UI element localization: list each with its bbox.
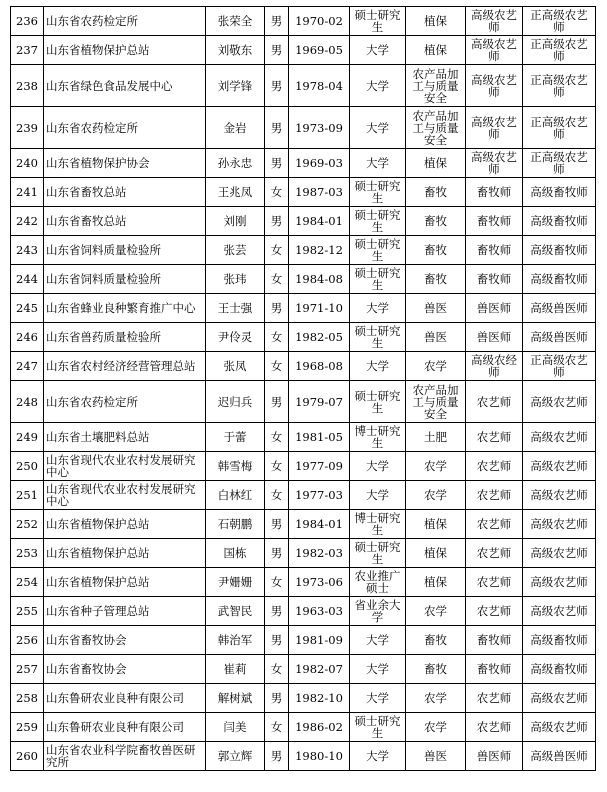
table-row — [11, 539, 596, 568]
approved-title-cell: 高级畜牧师 — [523, 626, 596, 655]
major-cell: 农学 — [406, 452, 466, 481]
major-cell: 农产品加工与质量安全 — [406, 65, 466, 107]
person-name-cell: 刘敬东 — [206, 36, 265, 65]
birth-date-cell: 1971-10 — [289, 294, 350, 323]
education-cell: 省业余大学 — [350, 597, 406, 626]
person-name-cell: 刘学锋 — [206, 65, 265, 107]
education-cell: 博士研究生 — [350, 423, 406, 452]
organization-cell: 山东省饲料质量检验所 — [44, 265, 206, 294]
table-row — [11, 626, 596, 655]
person-name-cell: 迟归兵 — [206, 381, 265, 423]
organization-cell: 山东省种子管理总站 — [44, 597, 206, 626]
person-name-cell: 白林红 — [206, 481, 265, 510]
person-name-cell: 石朝鹏 — [206, 510, 265, 539]
gender-cell: 男 — [265, 510, 289, 539]
current-title-cell: 农艺师 — [466, 539, 523, 568]
table-row — [11, 323, 596, 352]
gender-cell: 男 — [265, 36, 289, 65]
gender-cell: 男 — [265, 626, 289, 655]
approved-title-cell: 高级农艺师 — [523, 381, 596, 423]
education-cell: 大学 — [350, 655, 406, 684]
row-number-cell: 251 — [11, 481, 44, 510]
person-name-cell: 郭立辉 — [206, 742, 265, 771]
row-number-cell: 246 — [11, 323, 44, 352]
person-name-cell: 刘刚 — [206, 207, 265, 236]
birth-date-cell: 1982-05 — [289, 323, 350, 352]
education-cell: 大学 — [350, 481, 406, 510]
row-number-cell: 254 — [11, 568, 44, 597]
gender-cell: 男 — [265, 294, 289, 323]
approved-title-cell: 正高级农艺师 — [523, 107, 596, 149]
approved-title-cell: 正高级农艺师 — [523, 352, 596, 381]
current-title-cell: 农艺师 — [466, 510, 523, 539]
education-cell: 大学 — [350, 352, 406, 381]
organization-cell: 山东省植物保护总站 — [44, 36, 206, 65]
person-name-cell: 孙永忠 — [206, 149, 265, 178]
table-row — [11, 481, 596, 510]
table-body — [11, 7, 596, 771]
current-title-cell: 高级农经师 — [466, 352, 523, 381]
birth-date-cell: 1984-01 — [289, 510, 350, 539]
person-name-cell: 王士强 — [206, 294, 265, 323]
row-number-cell: 260 — [11, 742, 44, 771]
major-cell: 畜牧 — [406, 265, 466, 294]
organization-cell: 山东省绿色食品发展中心 — [44, 65, 206, 107]
approved-title-cell: 高级畜牧师 — [523, 236, 596, 265]
gender-cell: 男 — [265, 742, 289, 771]
table-row — [11, 597, 596, 626]
row-number-cell: 255 — [11, 597, 44, 626]
gender-cell: 女 — [265, 423, 289, 452]
approved-title-cell: 正高级农艺师 — [523, 7, 596, 36]
major-cell: 畜牧 — [406, 655, 466, 684]
table-row — [11, 207, 596, 236]
birth-date-cell: 1982-07 — [289, 655, 350, 684]
person-name-cell: 张芸 — [206, 236, 265, 265]
gender-cell: 男 — [265, 539, 289, 568]
approved-title-cell: 高级畜牧师 — [523, 207, 596, 236]
approved-title-cell: 正高级农艺师 — [523, 36, 596, 65]
personnel-table — [10, 6, 596, 771]
education-cell: 大学 — [350, 626, 406, 655]
current-title-cell: 农艺师 — [466, 713, 523, 742]
education-cell: 大学 — [350, 36, 406, 65]
birth-date-cell: 1984-08 — [289, 265, 350, 294]
gender-cell: 女 — [265, 323, 289, 352]
education-cell: 大学 — [350, 684, 406, 713]
gender-cell: 女 — [265, 352, 289, 381]
current-title-cell: 畜牧师 — [466, 655, 523, 684]
table-row — [11, 423, 596, 452]
table-row — [11, 655, 596, 684]
current-title-cell: 畜牧师 — [466, 626, 523, 655]
current-title-cell: 畜牧师 — [466, 178, 523, 207]
gender-cell: 男 — [265, 597, 289, 626]
birth-date-cell: 1982-12 — [289, 236, 350, 265]
person-name-cell: 韩治军 — [206, 626, 265, 655]
person-name-cell: 国栋 — [206, 539, 265, 568]
gender-cell: 男 — [265, 207, 289, 236]
person-name-cell: 金岩 — [206, 107, 265, 149]
major-cell: 植保 — [406, 539, 466, 568]
gender-cell: 男 — [265, 7, 289, 36]
approved-title-cell: 高级农艺师 — [523, 423, 596, 452]
organization-cell: 山东省农业科学院畜牧兽医研究所 — [44, 742, 206, 771]
organization-cell: 山东省植物保护总站 — [44, 510, 206, 539]
education-cell: 博士研究生 — [350, 510, 406, 539]
education-cell: 硕士研究生 — [350, 539, 406, 568]
row-number-cell: 244 — [11, 265, 44, 294]
organization-cell: 山东省畜牧协会 — [44, 626, 206, 655]
major-cell: 农学 — [406, 352, 466, 381]
approved-title-cell: 高级畜牧师 — [523, 655, 596, 684]
table-row — [11, 7, 596, 36]
birth-date-cell: 1981-09 — [289, 626, 350, 655]
gender-cell: 女 — [265, 481, 289, 510]
table-row — [11, 178, 596, 207]
education-cell: 大学 — [350, 294, 406, 323]
major-cell: 植保 — [406, 510, 466, 539]
gender-cell: 女 — [265, 236, 289, 265]
row-number-cell: 248 — [11, 381, 44, 423]
approved-title-cell: 高级农艺师 — [523, 713, 596, 742]
current-title-cell: 兽医师 — [466, 294, 523, 323]
major-cell: 兽医 — [406, 742, 466, 771]
organization-cell: 山东省畜牧总站 — [44, 207, 206, 236]
person-name-cell: 闫美 — [206, 713, 265, 742]
person-name-cell: 武智民 — [206, 597, 265, 626]
row-number-cell: 239 — [11, 107, 44, 149]
row-number-cell: 237 — [11, 36, 44, 65]
organization-cell: 山东省农村经济经营管理总站 — [44, 352, 206, 381]
major-cell: 兽医 — [406, 323, 466, 352]
current-title-cell: 畜牧师 — [466, 236, 523, 265]
person-name-cell: 于蕾 — [206, 423, 265, 452]
education-cell: 大学 — [350, 452, 406, 481]
birth-date-cell: 1977-03 — [289, 481, 350, 510]
approved-title-cell: 高级农艺师 — [523, 452, 596, 481]
birth-date-cell: 1980-10 — [289, 742, 350, 771]
major-cell: 农产品加工与质量安全 — [406, 107, 466, 149]
education-cell: 硕士研究生 — [350, 178, 406, 207]
major-cell: 兽医 — [406, 294, 466, 323]
table-row — [11, 713, 596, 742]
major-cell: 畜牧 — [406, 207, 466, 236]
table-row — [11, 742, 596, 771]
gender-cell: 男 — [265, 149, 289, 178]
gender-cell: 女 — [265, 713, 289, 742]
table-row — [11, 65, 596, 107]
table-row — [11, 352, 596, 381]
approved-title-cell: 高级畜牧师 — [523, 178, 596, 207]
major-cell: 农学 — [406, 713, 466, 742]
birth-date-cell: 1970-02 — [289, 7, 350, 36]
birth-date-cell: 1986-02 — [289, 713, 350, 742]
birth-date-cell: 1977-09 — [289, 452, 350, 481]
approved-title-cell: 高级兽医师 — [523, 294, 596, 323]
organization-cell: 山东省现代农业农村发展研究中心 — [44, 481, 206, 510]
organization-cell: 山东省农药检定所 — [44, 107, 206, 149]
birth-date-cell: 1979-07 — [289, 381, 350, 423]
person-name-cell: 张凤 — [206, 352, 265, 381]
row-number-cell: 256 — [11, 626, 44, 655]
table-row — [11, 265, 596, 294]
approved-title-cell: 高级兽医师 — [523, 323, 596, 352]
gender-cell: 女 — [265, 655, 289, 684]
current-title-cell: 农艺师 — [466, 423, 523, 452]
current-title-cell: 高级农艺师 — [466, 149, 523, 178]
organization-cell: 山东省农药检定所 — [44, 381, 206, 423]
row-number-cell: 242 — [11, 207, 44, 236]
education-cell: 大学 — [350, 107, 406, 149]
organization-cell: 山东鲁研农业良种有限公司 — [44, 713, 206, 742]
birth-date-cell: 1973-09 — [289, 107, 350, 149]
row-number-cell: 250 — [11, 452, 44, 481]
table-row — [11, 568, 596, 597]
education-cell: 大学 — [350, 149, 406, 178]
current-title-cell: 农艺师 — [466, 684, 523, 713]
birth-date-cell: 1963-03 — [289, 597, 350, 626]
person-name-cell: 张荣全 — [206, 7, 265, 36]
education-cell: 硕士研究生 — [350, 7, 406, 36]
birth-date-cell: 1969-03 — [289, 149, 350, 178]
table-row — [11, 294, 596, 323]
approved-title-cell: 高级农艺师 — [523, 539, 596, 568]
major-cell: 植保 — [406, 7, 466, 36]
education-cell: 大学 — [350, 65, 406, 107]
row-number-cell: 249 — [11, 423, 44, 452]
current-title-cell: 兽医师 — [466, 323, 523, 352]
person-name-cell: 尹伶灵 — [206, 323, 265, 352]
gender-cell: 男 — [265, 381, 289, 423]
organization-cell: 山东省农药检定所 — [44, 7, 206, 36]
gender-cell: 女 — [265, 452, 289, 481]
current-title-cell: 高级农艺师 — [466, 7, 523, 36]
row-number-cell: 259 — [11, 713, 44, 742]
education-cell: 硕士研究生 — [350, 713, 406, 742]
row-number-cell: 258 — [11, 684, 44, 713]
major-cell: 农学 — [406, 597, 466, 626]
organization-cell: 山东省植物保护总站 — [44, 539, 206, 568]
approved-title-cell: 高级农艺师 — [523, 481, 596, 510]
major-cell: 土肥 — [406, 423, 466, 452]
row-number-cell: 257 — [11, 655, 44, 684]
table-row — [11, 149, 596, 178]
organization-cell: 山东省兽药质量检验所 — [44, 323, 206, 352]
current-title-cell: 畜牧师 — [466, 265, 523, 294]
major-cell: 农产品加工与质量安全 — [406, 381, 466, 423]
organization-cell: 山东省饲料质量检验所 — [44, 236, 206, 265]
education-cell: 硕士研究生 — [350, 236, 406, 265]
table-row — [11, 510, 596, 539]
current-title-cell: 兽医师 — [466, 742, 523, 771]
person-name-cell: 崔莉 — [206, 655, 265, 684]
major-cell: 农学 — [406, 684, 466, 713]
row-number-cell: 236 — [11, 7, 44, 36]
row-number-cell: 240 — [11, 149, 44, 178]
table-row — [11, 36, 596, 65]
approved-title-cell: 高级农艺师 — [523, 568, 596, 597]
table-row — [11, 684, 596, 713]
table-row — [11, 107, 596, 149]
major-cell: 植保 — [406, 568, 466, 597]
row-number-cell: 241 — [11, 178, 44, 207]
major-cell: 农学 — [406, 481, 466, 510]
table-row — [11, 236, 596, 265]
approved-title-cell: 高级农艺师 — [523, 510, 596, 539]
gender-cell: 男 — [265, 65, 289, 107]
approved-title-cell: 正高级农艺师 — [523, 65, 596, 107]
birth-date-cell: 1981-05 — [289, 423, 350, 452]
birth-date-cell: 1969-05 — [289, 36, 350, 65]
row-number-cell: 253 — [11, 539, 44, 568]
person-name-cell: 尹姗姗 — [206, 568, 265, 597]
organization-cell: 山东省现代农业农村发展研究中心 — [44, 452, 206, 481]
organization-cell: 山东省植物保护总站 — [44, 568, 206, 597]
education-cell: 硕士研究生 — [350, 323, 406, 352]
current-title-cell: 高级农艺师 — [466, 65, 523, 107]
gender-cell: 女 — [265, 265, 289, 294]
major-cell: 植保 — [406, 36, 466, 65]
row-number-cell: 243 — [11, 236, 44, 265]
approved-title-cell: 正高级农艺师 — [523, 149, 596, 178]
gender-cell: 女 — [265, 178, 289, 207]
approved-title-cell: 高级农艺师 — [523, 684, 596, 713]
organization-cell: 山东省植物保护协会 — [44, 149, 206, 178]
person-name-cell: 张玮 — [206, 265, 265, 294]
education-cell: 农业推广硕士 — [350, 568, 406, 597]
current-title-cell: 高级农艺师 — [466, 36, 523, 65]
organization-cell: 山东省蜂业良种繁育推广中心 — [44, 294, 206, 323]
major-cell: 畜牧 — [406, 626, 466, 655]
approved-title-cell: 高级农艺师 — [523, 597, 596, 626]
table-row — [11, 452, 596, 481]
row-number-cell: 238 — [11, 65, 44, 107]
row-number-cell: 245 — [11, 294, 44, 323]
approved-title-cell: 高级畜牧师 — [523, 265, 596, 294]
major-cell: 畜牧 — [406, 178, 466, 207]
gender-cell: 女 — [265, 568, 289, 597]
person-name-cell: 韩雪梅 — [206, 452, 265, 481]
birth-date-cell: 1978-04 — [289, 65, 350, 107]
current-title-cell: 畜牧师 — [466, 207, 523, 236]
education-cell: 大学 — [350, 742, 406, 771]
person-name-cell: 解树斌 — [206, 684, 265, 713]
birth-date-cell: 1984-01 — [289, 207, 350, 236]
gender-cell: 男 — [265, 107, 289, 149]
current-title-cell: 农艺师 — [466, 481, 523, 510]
birth-date-cell: 1982-03 — [289, 539, 350, 568]
organization-cell: 山东省畜牧总站 — [44, 178, 206, 207]
gender-cell: 男 — [265, 684, 289, 713]
major-cell: 植保 — [406, 149, 466, 178]
organization-cell: 山东省土壤肥料总站 — [44, 423, 206, 452]
current-title-cell: 农艺师 — [466, 452, 523, 481]
birth-date-cell: 1982-10 — [289, 684, 350, 713]
birth-date-cell: 1987-03 — [289, 178, 350, 207]
row-number-cell: 247 — [11, 352, 44, 381]
current-title-cell: 高级农艺师 — [466, 107, 523, 149]
education-cell: 硕士研究生 — [350, 381, 406, 423]
current-title-cell: 农艺师 — [466, 597, 523, 626]
birth-date-cell: 1973-06 — [289, 568, 350, 597]
current-title-cell: 农艺师 — [466, 568, 523, 597]
approved-title-cell: 高级兽医师 — [523, 742, 596, 771]
organization-cell: 山东鲁研农业良种有限公司 — [44, 684, 206, 713]
organization-cell: 山东省畜牧协会 — [44, 655, 206, 684]
table-row — [11, 381, 596, 423]
person-name-cell: 王兆凤 — [206, 178, 265, 207]
birth-date-cell: 1968-08 — [289, 352, 350, 381]
current-title-cell: 农艺师 — [466, 381, 523, 423]
education-cell: 硕士研究生 — [350, 207, 406, 236]
education-cell: 硕士研究生 — [350, 265, 406, 294]
row-number-cell: 252 — [11, 510, 44, 539]
major-cell: 畜牧 — [406, 236, 466, 265]
